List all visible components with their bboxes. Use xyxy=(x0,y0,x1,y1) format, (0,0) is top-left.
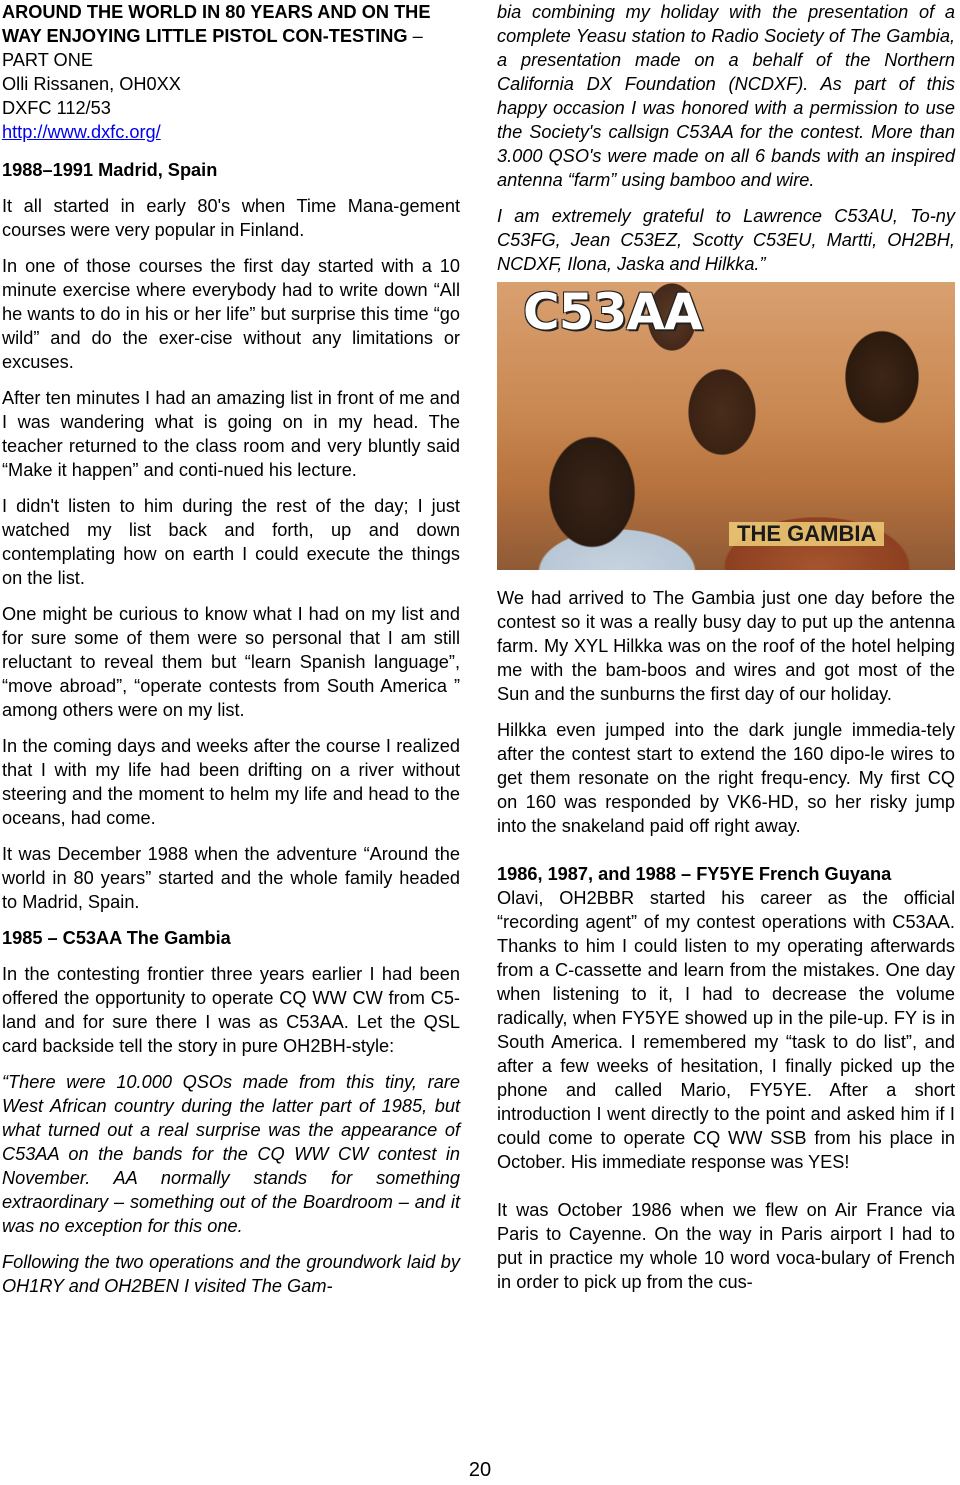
paragraph: Olavi, OH2BBR started his career as the official “recording agent” of my contest operations with C53AA. Thanks to him I could listen to my operating afterwards from a C-cassette and learn from the mistakes. One day when listening to it, I had to decrease the volume radically, when FY5YE showed up in the pile-up. FY is in South America. I remembered my “task to do list”, and after a few weeks of hesitation, I finally picked up the phone and called Mario, FY5YE. After a short introduction I went directly to the point and asked him if I could come to operate CQ WW SSB from his place in October. His immediate response was YES! xyxy=(497,888,955,1172)
qsl-quote-continued: bia combining my holiday with the presentation of a complete Yeasu station to Radio Society of The Gambia, a presentation made on a behalf of the Northern California DX Foundation (NCDXF). As part of this happy occasion I was honored with a permission to use the Society's callsign C53AA for the contest. More than 3.000 QSO's were made on all 6 bands with an inspired antenna “farm” using bamboo and wire. xyxy=(497,2,955,190)
section-heading-gambia: 1985 – C53AA The Gambia xyxy=(2,928,231,948)
paragraph: Hilkka even jumped into the dark jungle immedia-tely after the contest start to extend the 160 dipo-le wires to get them resonate on the right frequ-ency. My first CQ on 160 was responded by VK6-HD, so her risky jump into the snakeland paid off right away. xyxy=(497,720,955,836)
paragraph: It was December 1988 when the adventure “Around the world in 80 years” started and the whole family headed to Madrid, Spain. xyxy=(2,844,460,912)
author-line: Olli Rissanen, OH0XX xyxy=(2,74,181,94)
paragraph: In the coming days and weeks after the course I realized that I with my life had been drifting on a river without steering and the moment to helm my life and head to the oceans, had come. xyxy=(2,736,460,828)
qsl-callsign: C53AA xyxy=(523,283,702,341)
section-heading-guyana: 1986, 1987, and 1988 – FY5YE French Guyana xyxy=(497,864,892,884)
qsl-quote: “There were 10.000 QSOs made from this tiny, rare West African country during the latter part of 1985, but what turned out a real surprise was the appearance of C53AA on the bands for the CQ WW CW contest in November. AA normally stands for something extraordinary – something out of the Boardroom – and it was no exception for this one. xyxy=(2,1072,460,1236)
article-title xyxy=(2,0,460,72)
page-number: 20 xyxy=(468,1459,492,1481)
paragraph: In one of those courses the first day started with a 10 minute exercise where everybody had to write down “All he wants to do in his or her life” but surprise this time “go wild” and do the exer-cise without any limitations or excuses. xyxy=(2,256,460,372)
article-title-part: – PART ONE xyxy=(2,26,423,70)
qsl-quote: Following the two operations and the groundwork laid by OH1RY and OH2BEN I visited The Gam- xyxy=(2,1252,460,1296)
paragraph: In the contesting frontier three years earlier I had been offered the opportunity to operate CQ WW CW from C5-land and for sure there I was as C53AA. Let the QSL card backside tell the story in pure OH2BH-style: xyxy=(2,964,460,1056)
paragraph: One might be curious to know what I had on my list and for sure some of them were so personal that I am still reluctant to reveal them but “learn Spanish language”, “move abroad”, “operate contests from South America ” among others were on my list. xyxy=(2,604,460,720)
paragraph: I didn't listen to him during the rest of the day; I just watched my list back and forth, up and down contemplating how on earth I could execute the things on the list. xyxy=(2,496,460,588)
membership-line: DXFC 112/53 xyxy=(2,98,111,118)
paragraph: After ten minutes I had an amazing list in front of me and I was wandering what is going on in my head. The teacher returned to the class room and very bluntly said “Make it happen” and conti-nued his lecture. xyxy=(2,388,460,480)
section-heading-madrid: 1988–1991 Madrid, Spain xyxy=(2,160,218,180)
qsl-country: THE GAMBIA xyxy=(729,522,884,546)
right-column xyxy=(497,0,955,1306)
website-row xyxy=(2,120,460,144)
paragraph: We had arrived to The Gambia just one day before the contest so it was a really busy day to put up the antenna farm. My XYL Hilkka was on the roof of the hotel helping me with the bam-boos and wires and got most of the Sun and the sunburns the first day of our holiday. xyxy=(497,588,955,704)
website-link[interactable]: http://www.dxfc.org/ xyxy=(2,122,161,142)
left-column xyxy=(2,0,460,1310)
paragraph: It all started in early 80's when Time Mana-gement courses were very popular in Finland. xyxy=(2,196,460,240)
article-title-main: AROUND THE WORLD IN 80 YEARS AND ON THE WAY ENJOYING LITTLE PISTOL CON-TESTING xyxy=(2,2,431,46)
qsl-card-photo xyxy=(497,282,955,570)
paragraph: It was October 1986 when we flew on Air France via Paris to Cayenne. On the way in Paris airport I had to put in practice my whole 10 word voca-bulary of French in order to pick up from the cus- xyxy=(497,1200,955,1292)
qsl-quote: I am extremely grateful to Lawrence C53AU, To-ny C53FG, Jean C53EZ, Scotty C53EU, Martti, OH2BH, NCDXF, Ilona, Jaska and Hilkka.” xyxy=(497,206,955,274)
